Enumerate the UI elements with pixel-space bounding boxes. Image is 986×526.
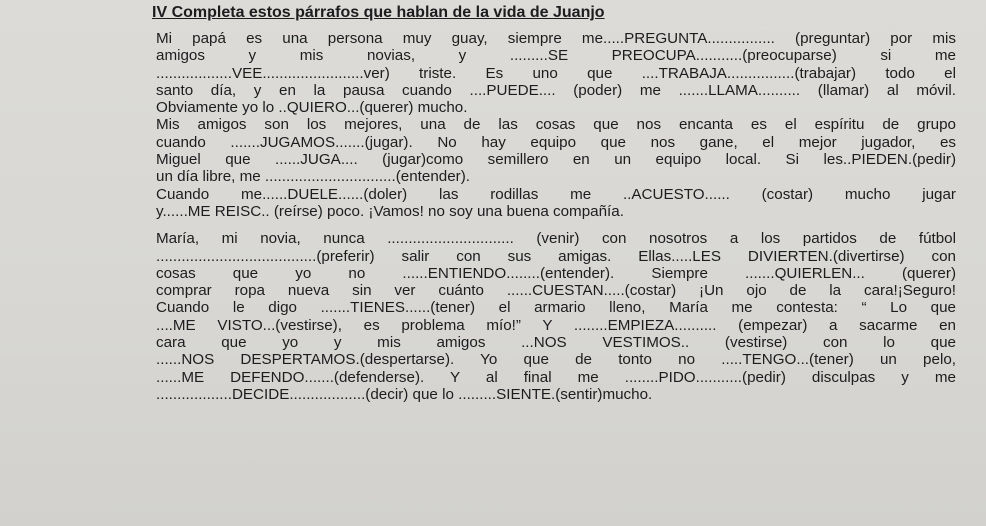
text-line: un día libre, me ...............................(entender).	[156, 168, 470, 186]
text-line: cuando .......JUGAMOS.......(jugar). No hay equipo que nos gane, el mejor jugador, es	[156, 133, 956, 151]
text-line: ....ME VISTO...(vestirse), es problema mío!” Y ........EMPIEZA.......... (empezar) a sacarme en	[156, 316, 956, 334]
paragraph-spacer	[156, 220, 956, 230]
text-line: santo día, y en la pausa cuando ....PUEDE.... (poder) me .......LLAMA.......... (llamar) al móvil.	[156, 81, 956, 99]
text-line: cosas que yo no ......ENTIENDO........(entender). Siempre .......QUIERLEN... (querer)	[156, 264, 956, 282]
paragraph-1	[156, 30, 956, 220]
paragraph-2	[156, 230, 956, 403]
text-line: comprar ropa nueva sin ver cuánto ......CUESTAN.....(costar) ¡Un ojo de la cara!¡Seguro!	[156, 282, 956, 300]
text-line: Cuando me......DUELE......(doler) las rodillas me ..ACUESTO...... (costar) mucho jugar	[156, 185, 956, 203]
text-line: y......ME REISC.. (reírse) poco. ¡Vamos! no soy una buena compañía.	[156, 202, 624, 220]
text-line: María, mi novia, nunca .............................. (venir) con nosotros a los partidos de fútbol	[156, 230, 956, 248]
text-line: ..................VEE........................ver) triste. Es uno que ....TRABAJA................(trabajar) todo el	[156, 64, 956, 82]
text-line: Obviamente yo lo ..QUIERO...(querer) mucho.	[156, 99, 468, 117]
text-line: ......ME DEFENDO.......(defenderse). Y al final me ........PIDO...........(pedir) disculpas y me	[156, 368, 956, 386]
text-line: ......................................(preferir) salir con sus amigas. Ellas.....LES DIVIERTEN.(divertirse) con	[156, 247, 956, 265]
text-line: ..................DECIDE..................(decir) que lo .........SIENTE.(sentir)mucho.	[156, 385, 653, 403]
text-line: Mis amigos son los mejores, una de las cosas que nos encanta es el espíritu de grupo	[156, 116, 956, 134]
text-line: amigos y mis novias, y .........SE PREOCUPA...........(preocuparse) si me	[156, 47, 956, 65]
exercise-title: IV Completa estos párrafos que hablan de la vida de Juanjo	[152, 4, 605, 21]
text-line: ......NOS DESPERTAMOS.(despertarse). Yo que de tonto no .....TENGO...(tener) un pelo,	[156, 351, 956, 369]
text-line: Mi papá es una persona muy guay, siempre me.....PREGUNTA................ (preguntar) por mis	[156, 30, 956, 47]
text-line: Miguel que ......JUGA.... (jugar)como semillero en un equipo local. Si les..PIEDEN.(pedir)	[156, 151, 956, 169]
text-line: Cuando le digo .......TIENES......(tener) el armario lleno, María me contesta: “ Lo que	[156, 299, 956, 317]
text-line: cara que yo y mis amigos ...NOS VESTIMOS.. (vestirse) con lo que	[156, 334, 956, 352]
